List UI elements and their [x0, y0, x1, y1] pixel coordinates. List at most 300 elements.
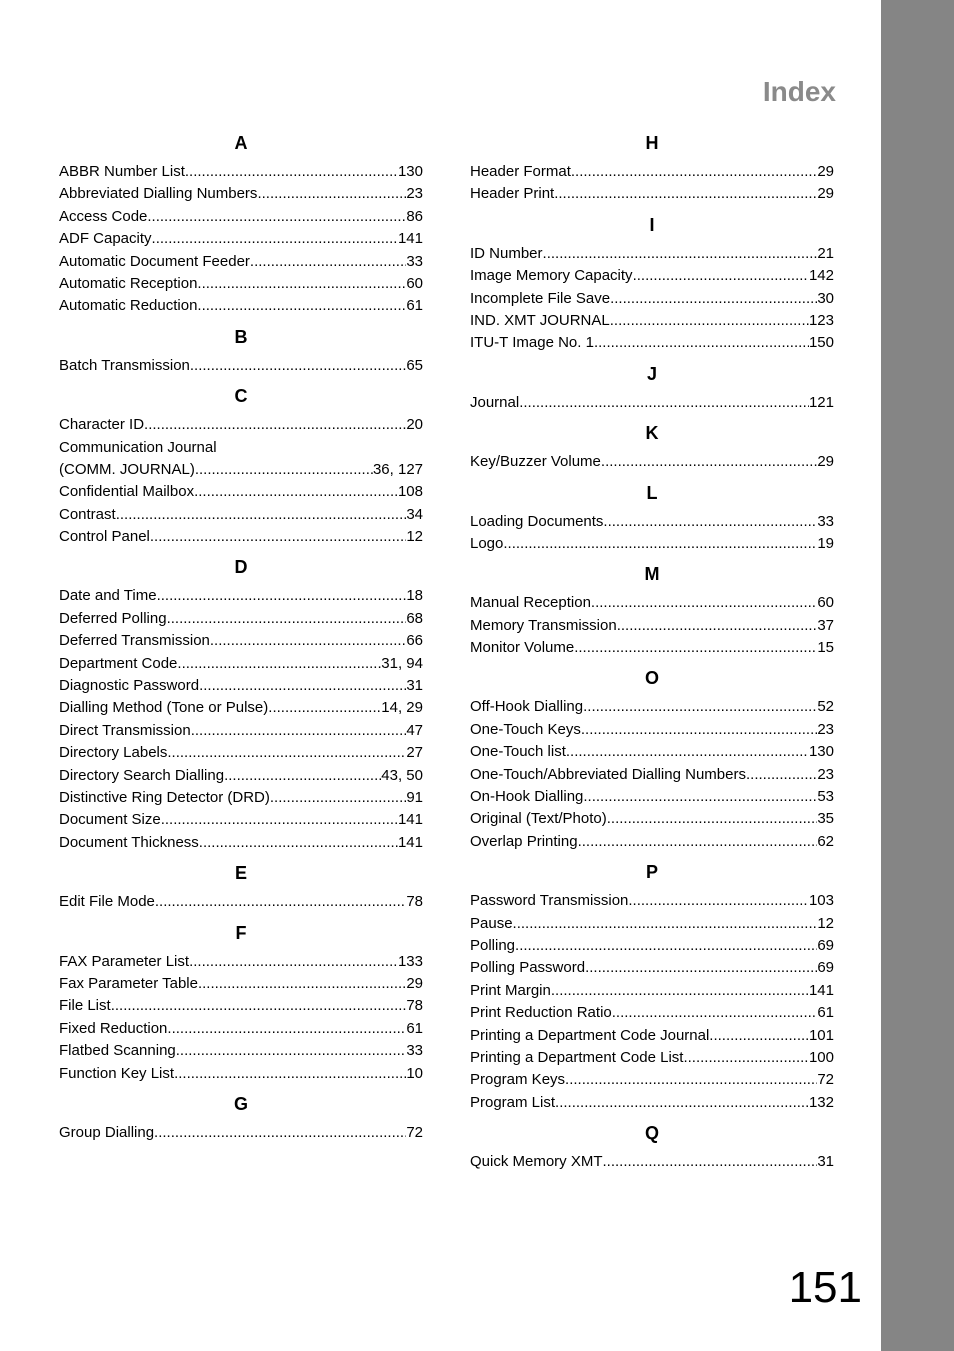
index-section	[470, 418, 834, 473]
entry-name: Quick Memory XMT	[470, 1153, 603, 1171]
section-letter: Q	[644, 1123, 659, 1144]
index-column-right	[470, 128, 834, 1178]
entry-page: 101	[808, 1026, 834, 1044]
entry-name: Memory Transmission	[470, 616, 617, 634]
index-entry	[470, 786, 834, 808]
entry-name-line: Communication Journal	[59, 438, 217, 456]
dot-leader	[578, 831, 818, 853]
index-section	[470, 559, 834, 659]
dot-leader	[199, 832, 398, 854]
entry-page: 141	[397, 811, 423, 829]
entry-name: Program List	[470, 1093, 556, 1111]
entry-page: 27	[406, 744, 423, 762]
entry-page: 121	[808, 393, 834, 411]
index-entry	[59, 1063, 423, 1085]
entry-row	[470, 592, 834, 614]
entry-list	[470, 158, 834, 206]
entry-page: 35	[817, 810, 834, 828]
index-entry	[470, 511, 834, 533]
dot-leader	[152, 228, 398, 250]
dot-leader	[581, 719, 817, 741]
entry-page: 52	[817, 698, 834, 716]
entry-name: Batch Transmission	[59, 356, 190, 374]
dot-leader	[603, 1151, 818, 1173]
index-entry	[470, 764, 834, 786]
dot-leader	[513, 913, 818, 935]
dot-leader	[566, 741, 809, 763]
section-letter: H	[645, 133, 659, 153]
index-entry	[59, 742, 423, 764]
entry-row	[59, 251, 423, 273]
dot-leader	[683, 1047, 809, 1069]
entry-name: Loading Documents	[470, 512, 604, 530]
entry-name: Print Margin	[470, 981, 551, 999]
entry-name: ID Number	[470, 244, 543, 262]
entry-row	[470, 786, 834, 808]
index-entry	[470, 696, 834, 718]
entry-page: 47	[406, 721, 423, 739]
entry-page: 53	[817, 788, 834, 806]
index-entry	[59, 765, 423, 787]
entry-row	[59, 765, 423, 787]
entry-row	[470, 957, 834, 979]
entry-name: Program Keys	[470, 1071, 566, 1089]
entry-name: IND. XMT JOURNAL	[470, 311, 610, 329]
entry-name: File List	[59, 997, 111, 1015]
entry-row	[470, 980, 834, 1002]
entry-name: Automatic Reception	[59, 274, 198, 292]
dot-leader	[199, 675, 406, 697]
dot-leader	[571, 161, 817, 183]
entry-name: Monitor Volume	[470, 639, 575, 657]
entry-page: 123	[808, 311, 834, 329]
entry-page: 61	[406, 297, 423, 315]
dot-leader	[565, 1069, 817, 1091]
dot-leader	[174, 1063, 406, 1085]
entry-name: Group Dialling	[59, 1123, 155, 1141]
entry-row	[470, 533, 834, 555]
entry-name: Overlap Printing	[470, 832, 578, 850]
entry-name: Department Code	[59, 654, 178, 672]
section-letter: P	[645, 862, 658, 883]
entry-page: 29	[817, 163, 834, 180]
entry-page: 78	[406, 997, 423, 1015]
entry-name: Polling Password	[470, 959, 586, 977]
entry-name: Image Memory Capacity	[470, 267, 633, 285]
index-entry	[470, 183, 834, 205]
entry-row	[59, 891, 423, 913]
entry-page: 60	[406, 274, 423, 292]
side-bar	[881, 0, 954, 1351]
entry-name: Polling	[470, 936, 516, 954]
entry-page: 14, 29	[381, 699, 423, 717]
index-entry	[470, 288, 834, 310]
index-entry	[59, 504, 423, 526]
entry-row	[470, 1069, 834, 1091]
entry-name: Original (Text/Photo)	[470, 810, 607, 828]
index-section	[59, 381, 423, 548]
index-entry	[470, 935, 834, 957]
entry-row	[59, 995, 423, 1017]
entry-name: Header Print	[470, 185, 555, 203]
entry-name: Password Transmission	[470, 892, 629, 910]
entry-row	[59, 608, 423, 630]
entry-row	[470, 615, 834, 637]
index-entry	[470, 890, 834, 912]
entry-row	[59, 414, 423, 436]
entry-row	[470, 332, 834, 354]
entry-page: 43, 50	[381, 766, 423, 784]
index-entry	[59, 832, 423, 854]
entry-row	[470, 451, 834, 473]
dot-leader	[617, 615, 818, 637]
index-entry	[59, 355, 423, 377]
entry-name: Automatic Document Feeder	[59, 252, 250, 270]
entry-name: Distinctive Ring Detector (DRD)	[59, 789, 270, 806]
dot-leader	[197, 295, 406, 317]
section-letter: I	[649, 214, 655, 235]
dot-leader	[155, 891, 406, 913]
entry-row	[59, 630, 423, 652]
dot-leader	[150, 526, 406, 548]
entry-name: Confidential Mailbox	[59, 483, 195, 501]
entry-name: Manual Reception	[470, 594, 591, 612]
section-letter: G	[233, 1093, 248, 1114]
entry-name: Access Code	[59, 207, 148, 225]
index-entry	[59, 653, 423, 675]
entry-name: Diagnostic Password	[59, 677, 200, 695]
index-entry	[59, 891, 423, 913]
entry-page: 20	[406, 416, 423, 434]
entry-page: 31	[817, 1153, 834, 1171]
index-section	[470, 478, 834, 556]
index-entry	[59, 1122, 423, 1144]
dot-leader	[167, 1018, 406, 1040]
index-section	[470, 663, 834, 853]
entry-name: Off-Hook Dialling	[470, 698, 584, 716]
entry-page: 29	[817, 453, 834, 471]
dot-leader	[554, 183, 817, 205]
index-entry	[59, 630, 423, 652]
dot-leader	[176, 1040, 407, 1062]
dot-leader	[746, 764, 817, 786]
index-section	[59, 322, 423, 377]
index-entry	[59, 720, 423, 742]
entry-page: 103	[808, 892, 834, 910]
entry-name: Printing a Department Code Journal	[470, 1026, 710, 1044]
entry-name: Directory Labels	[59, 744, 168, 762]
dot-leader	[628, 890, 809, 912]
entry-list	[59, 352, 423, 377]
dot-leader	[612, 1002, 818, 1024]
entry-row	[470, 265, 834, 287]
entry-row	[59, 973, 423, 995]
index-entry	[470, 1069, 834, 1091]
dot-leader	[555, 1092, 809, 1114]
index-section	[470, 210, 834, 355]
entry-page: 61	[817, 1004, 834, 1022]
index-section	[470, 128, 834, 206]
index-entry	[59, 608, 423, 630]
entry-list	[470, 887, 834, 1114]
entry-page: 36, 127	[372, 460, 423, 478]
index-entry	[470, 451, 834, 473]
dot-leader	[594, 332, 809, 354]
entry-list	[470, 589, 834, 659]
dot-leader	[583, 786, 817, 808]
entry-page: 141	[397, 833, 423, 851]
entry-list	[59, 888, 423, 913]
entry-page: 65	[406, 356, 423, 374]
index-entry	[470, 243, 834, 265]
entry-name: Function Key List	[59, 1064, 175, 1082]
entry-name: FAX Parameter List	[59, 952, 190, 970]
entry-page: 33	[817, 512, 834, 530]
dot-leader	[210, 630, 406, 652]
index-entry	[59, 273, 423, 295]
entry-row	[470, 511, 834, 533]
entry-page: 10	[406, 1064, 423, 1082]
index-entry	[59, 161, 423, 183]
entry-page: 68	[406, 609, 423, 627]
section-letter: B	[234, 326, 248, 347]
entry-row	[59, 697, 423, 719]
entry-list	[470, 1148, 834, 1173]
entry-page: 108	[397, 483, 423, 501]
index-section	[59, 918, 423, 1085]
index-entry	[59, 973, 423, 995]
entry-name: Edit File Mode	[59, 893, 155, 911]
dot-leader	[607, 808, 818, 830]
entry-page: 30	[817, 289, 834, 307]
index-entry	[470, 831, 834, 853]
entry-name: On-Hook Dialling	[470, 788, 584, 806]
index-section	[59, 1089, 423, 1144]
index-entry	[470, 615, 834, 637]
entry-name: Abbreviated Dialling Numbers	[59, 185, 258, 203]
entry-page: 31	[406, 677, 423, 695]
entry-row	[470, 161, 834, 183]
index-entry	[470, 1151, 834, 1173]
dot-leader	[709, 1025, 809, 1047]
index-entry	[470, 265, 834, 287]
entry-name: Deferred Polling	[59, 609, 167, 627]
entry-page: 86	[406, 207, 423, 225]
entry-row	[59, 1040, 423, 1062]
entry-page: 33	[406, 252, 423, 270]
index-section	[59, 552, 423, 854]
entry-name: Printing a Department Code List	[470, 1048, 684, 1066]
entry-name: Control Panel	[59, 528, 150, 546]
dot-leader	[268, 697, 381, 719]
entry-name: Flatbed Scanning	[59, 1042, 176, 1060]
entry-page: 72	[406, 1123, 423, 1141]
entry-page: 29	[817, 185, 834, 203]
entry-row	[470, 637, 834, 659]
index-entry	[470, 741, 834, 763]
entry-row	[470, 741, 834, 763]
entry-row	[59, 504, 423, 526]
entry-page: 61	[406, 1019, 423, 1037]
entry-list	[59, 948, 423, 1085]
section-letter: M	[644, 564, 660, 585]
entry-row	[470, 808, 834, 830]
entry-name: ABBR Number List	[59, 163, 185, 180]
entry-row	[470, 183, 834, 205]
entry-page: 142	[808, 267, 834, 285]
entry-page: 21	[817, 244, 834, 262]
entry-name: One-Touch/Abbreviated Dialling Numbers	[470, 765, 746, 783]
index-entry	[470, 592, 834, 614]
section-letter: O	[644, 668, 659, 689]
entry-row	[59, 355, 423, 377]
entry-name: Contrast	[59, 505, 116, 523]
entry-name: Print Reduction Ratio	[470, 1004, 612, 1022]
section-letter: L	[646, 482, 658, 503]
entry-row	[470, 310, 834, 332]
entry-row	[59, 161, 423, 183]
index-entry	[59, 526, 423, 548]
entry-page: 69	[817, 936, 834, 954]
entry-row	[470, 288, 834, 310]
entry-page: 31, 94	[381, 654, 423, 672]
entry-page: 100	[808, 1048, 834, 1066]
entry-row	[59, 832, 423, 854]
entry-page: 78	[406, 893, 423, 911]
index-entry	[470, 1092, 834, 1114]
entry-name: Pause	[470, 914, 513, 932]
index-entry	[59, 437, 423, 482]
entry-row	[470, 696, 834, 718]
index-entry	[59, 809, 423, 831]
section-letter: J	[646, 363, 657, 384]
index-entry	[470, 392, 834, 414]
entry-row	[59, 295, 423, 317]
entry-row	[470, 1151, 834, 1173]
entry-row	[470, 935, 834, 957]
entry-row	[59, 720, 423, 742]
index-entry	[59, 1018, 423, 1040]
dot-leader	[147, 206, 406, 228]
dot-leader	[610, 310, 809, 332]
entry-name: (COMM. JOURNAL)	[59, 460, 195, 478]
dot-leader	[144, 414, 406, 436]
entry-list	[59, 411, 423, 548]
entry-name: Incomplete File Save	[470, 289, 611, 307]
section-letter: E	[234, 863, 247, 884]
section-letter: D	[234, 557, 248, 578]
entry-name: One-Touch list	[470, 743, 566, 761]
index-entry	[59, 251, 423, 273]
entry-page: 34	[406, 505, 423, 523]
dot-leader	[189, 951, 398, 973]
dot-leader	[157, 585, 407, 607]
entry-list	[59, 158, 423, 318]
entry-page: 60	[817, 594, 834, 612]
index-entry	[470, 1002, 834, 1024]
index-section	[470, 359, 834, 414]
dot-leader	[195, 459, 373, 481]
page-title: Index	[762, 76, 836, 107]
entry-row	[59, 787, 423, 809]
entry-row	[470, 1047, 834, 1069]
entry-list	[470, 508, 834, 556]
dot-leader	[503, 533, 817, 555]
index-entry	[59, 481, 423, 503]
entry-page: 37	[817, 616, 834, 634]
index-entry	[59, 675, 423, 697]
index-section	[470, 1118, 834, 1173]
entry-row	[59, 585, 423, 607]
entry-page: 12	[406, 528, 423, 546]
entry-page: 62	[817, 832, 834, 850]
dot-leader	[543, 243, 818, 265]
dot-leader	[257, 183, 406, 205]
index-entry	[470, 637, 834, 659]
dot-leader	[603, 511, 817, 533]
dot-leader	[633, 265, 809, 287]
section-letter: K	[645, 423, 659, 444]
index-entry	[470, 1047, 834, 1069]
index-entry	[59, 206, 423, 228]
entry-row	[59, 183, 423, 205]
entry-row	[470, 890, 834, 912]
dot-leader	[191, 720, 407, 742]
section-letter: C	[234, 386, 248, 407]
entry-name: Journal	[470, 393, 520, 411]
entry-row	[59, 459, 423, 481]
section-letter: A	[234, 133, 248, 153]
index-entry	[470, 332, 834, 354]
entry-name: Directory Search Dialling	[59, 766, 225, 784]
entry-name: Document Size	[59, 811, 161, 829]
dot-leader	[270, 787, 406, 809]
dot-leader	[610, 288, 817, 310]
dot-leader	[185, 161, 398, 183]
index-entry	[59, 697, 423, 719]
entry-page: 29	[406, 974, 423, 992]
entry-page: 23	[406, 185, 423, 203]
index-entry	[470, 957, 834, 979]
entry-page: 141	[397, 230, 423, 248]
index-entry	[59, 183, 423, 205]
dot-leader	[154, 1122, 406, 1144]
dot-leader	[519, 392, 809, 414]
index-entry	[59, 787, 423, 809]
entry-row	[59, 481, 423, 503]
entry-list	[470, 693, 834, 853]
entry-page: 23	[817, 765, 834, 783]
entry-row	[59, 1018, 423, 1040]
index-entry	[470, 1025, 834, 1047]
entry-row	[470, 1025, 834, 1047]
entry-list	[470, 448, 834, 473]
entry-name: ADF Capacity	[59, 230, 152, 248]
index-entry	[59, 585, 423, 607]
entry-row	[470, 243, 834, 265]
dot-leader	[583, 696, 817, 718]
entry-row	[59, 228, 423, 250]
dot-leader	[177, 653, 381, 675]
index-entry	[470, 808, 834, 830]
dot-leader	[198, 973, 406, 995]
entry-row	[470, 1002, 834, 1024]
index-entry	[59, 295, 423, 317]
dot-leader	[194, 481, 398, 503]
dot-leader	[190, 355, 406, 377]
index-entry	[470, 913, 834, 935]
entry-name: Document Thickness	[59, 833, 199, 851]
